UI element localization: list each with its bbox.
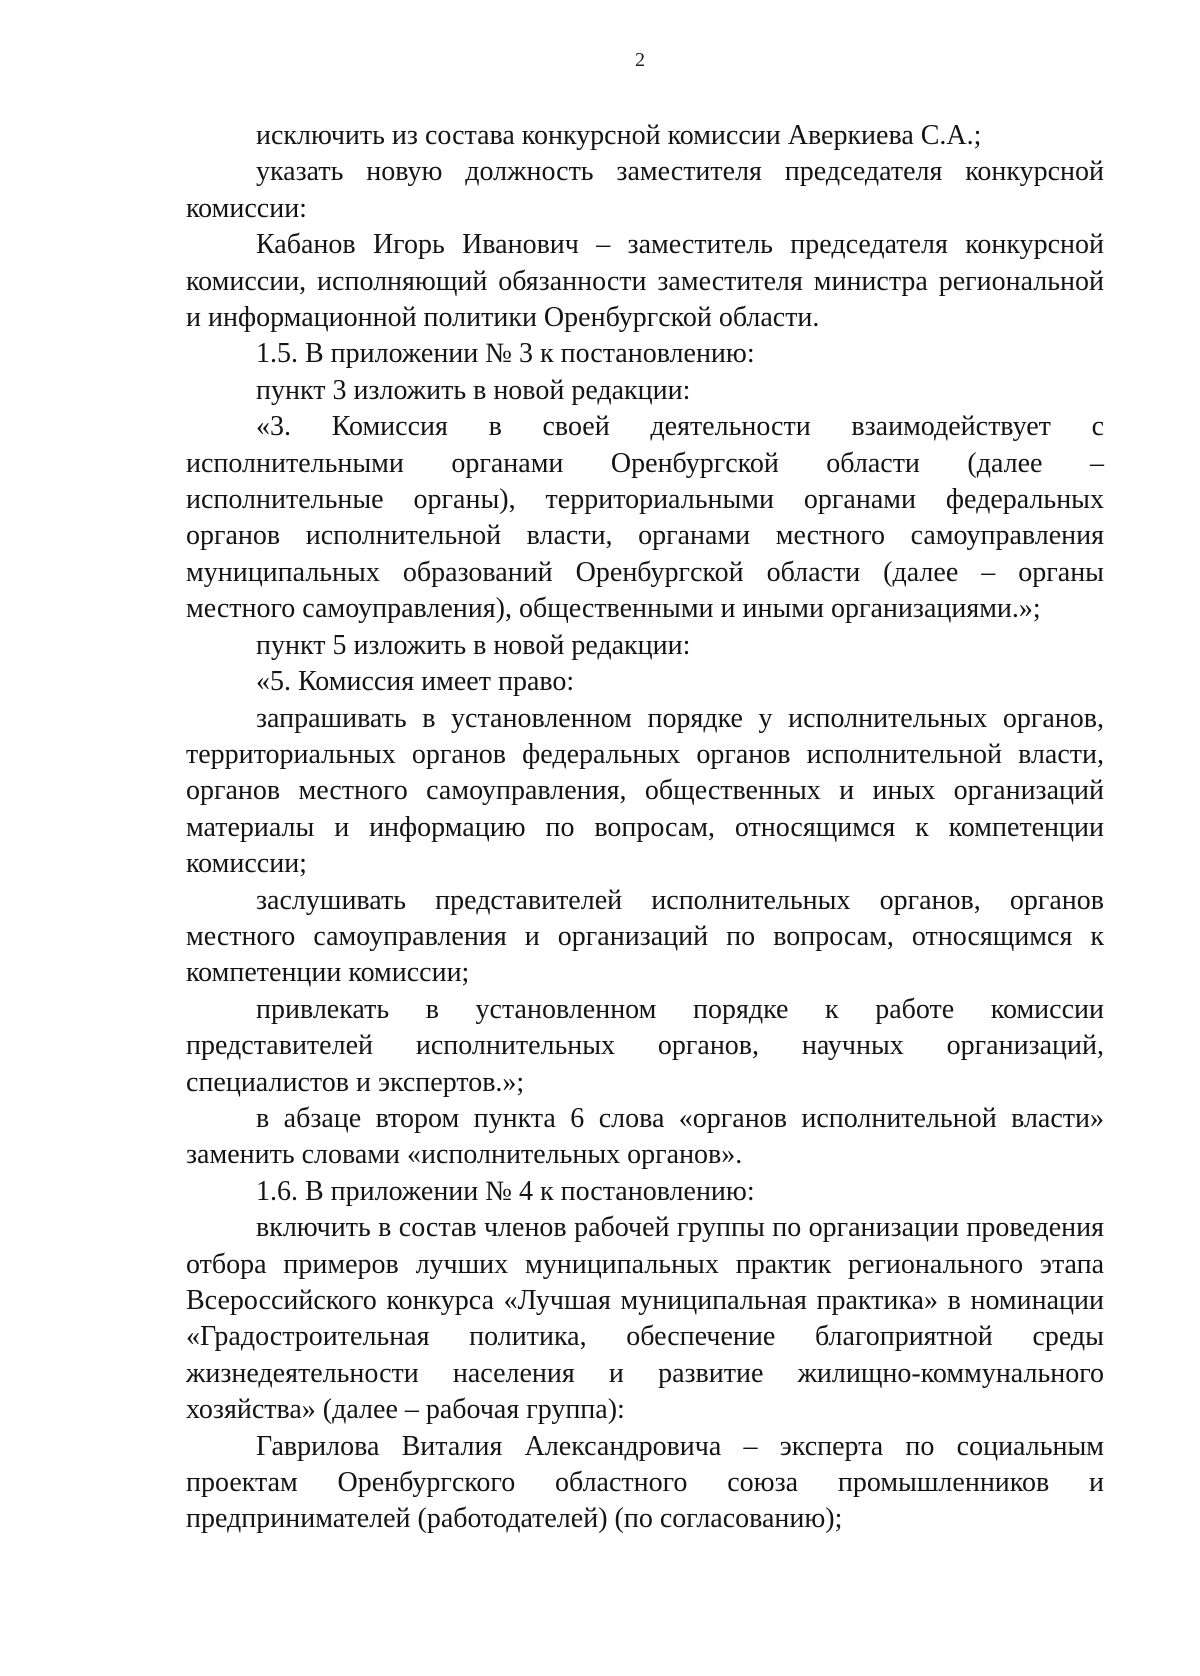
paragraph-working-group: включить в состав членов рабочей группы по организации проведения отбора примеров лучших муниципальных практик регионального этапа Всероссийского конкурса «Лучшая муниципальная практика» в номинации «Градостроительная политика, обеспечение благоприятной среды жизнедеятельности населения и развитие жилищно-коммунального хозяйства» (далее – рабочая группа): xyxy=(186,1212,1104,1426)
paragraph-item-3-intro: пункт 3 изложить в новой редакции: xyxy=(256,374,691,406)
paragraph-right-request: запрашивать в установленном порядке у исполнительных органов, территориальных органов федеральных органов исполнительной власти, органов местного самоуправления, общественных и иных организаций материалы и информацию по вопросам, относящимся к компетенции комиссии; xyxy=(186,702,1104,880)
paragraph-kabanov: Кабанов Игорь Иванович – заместитель председателя конкурсной комиссии, исполняющий обязанности заместителя министра региональной и информационной политики Оренбургской области. xyxy=(186,229,1104,334)
paragraph-item-5-intro: пункт 5 изложить в новой редакции: xyxy=(256,629,691,661)
paragraph-right-hear: заслушивать представителей исполнительных органов, органов местного самоуправления и организаций по вопросам, относящимся к компетенции комиссии; xyxy=(186,884,1104,989)
paragraph-remove-member: исключить из состава конкурсной комиссии Аверкиева С.А.; xyxy=(256,120,982,151)
paragraph-item-5-text: «5. Комиссия имеет право: xyxy=(256,666,575,698)
paragraph-new-position: указать новую должность заместителя председателя конкурсной комиссии: xyxy=(186,156,1104,224)
paragraph-section-1-5: 1.5. В приложении № 3 к постановлению: xyxy=(256,338,755,370)
page-number: 2 xyxy=(635,49,645,71)
paragraph-item-6-change: в абзаце втором пункта 6 слова «органов исполнительной власти» заменить словами «исполнительных органов». xyxy=(186,1102,1104,1171)
paragraph-right-involve: привлекать в установленном порядке к работе комиссии представителей исполнительных органов, научных организаций, специалистов и экспертов.»; xyxy=(186,993,1104,1098)
document-body xyxy=(186,118,1104,1538)
paragraph-gavrilov: Гаврилова Виталия Александровича – эксперта по социальным проектам Оренбургского областного союза промышленников и предпринимателей (работодателей) (по согласованию); xyxy=(186,1430,1104,1535)
paragraph-item-3-text: «3. Комиссия в своей деятельности взаимодействует с исполнительными органами Оренбургской области (далее – исполнительные органы), территориальными органами федеральных органов исполнительной власти, органами местного самоуправления муниципальных образований Оренбургской области (далее – органы местного самоуправления), общественными и иными организациями.»; xyxy=(186,411,1104,625)
paragraph-section-1-6: 1.6. В приложении № 4 к постановлению: xyxy=(256,1175,755,1207)
